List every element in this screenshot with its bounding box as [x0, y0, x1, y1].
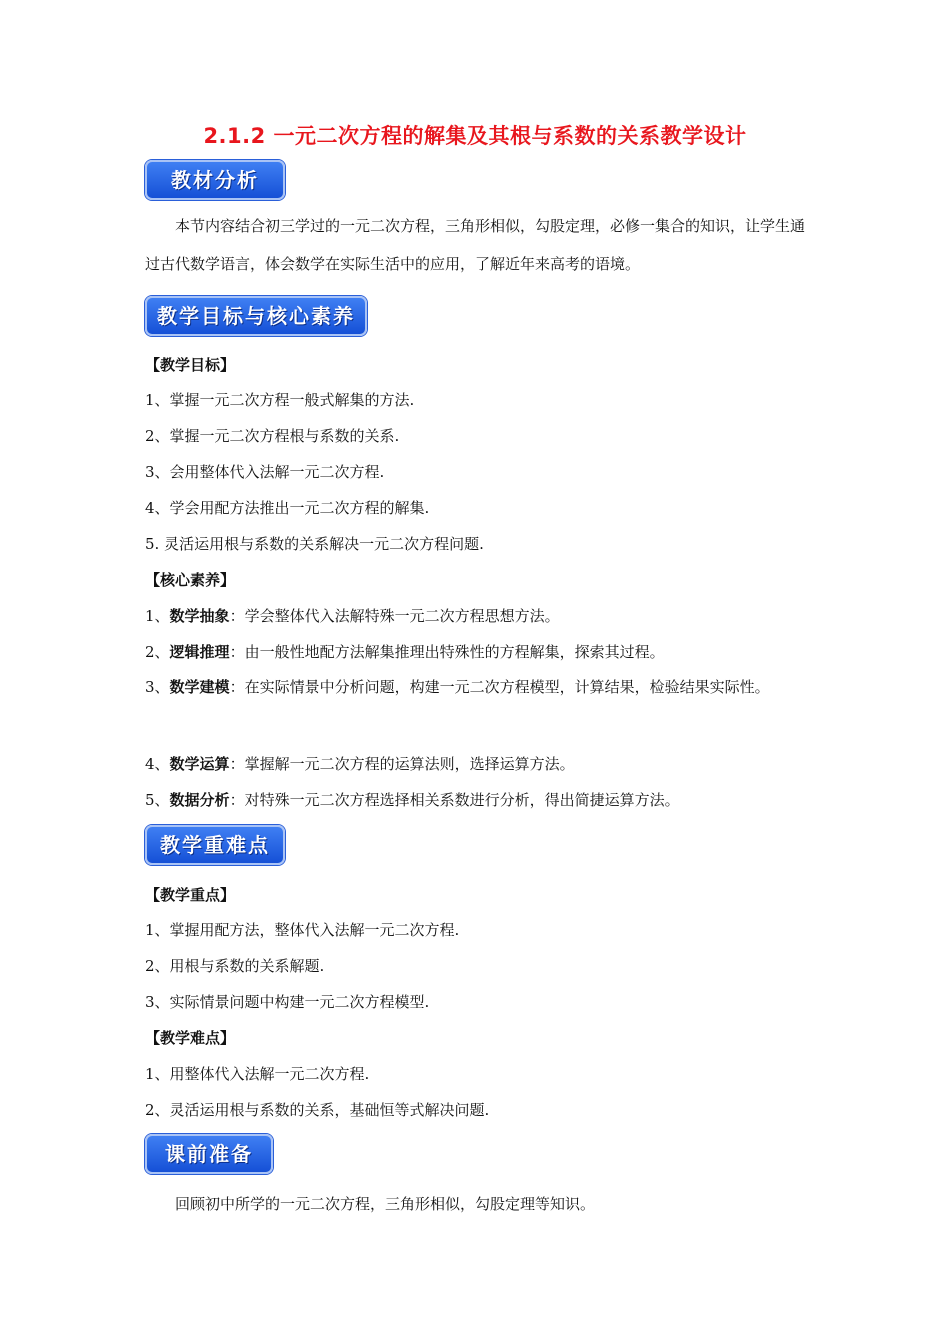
literacy-number: 3、: [145, 678, 170, 696]
literacy-term: 数学运算: [169, 755, 230, 773]
focus-item: 3、实际情景问题中构建一元二次方程模型.: [145, 993, 430, 1011]
goal-item: 3、会用整体代入法解一元二次方程.: [145, 463, 385, 481]
literacy-item: [145, 641, 815, 663]
literacy-number: 5、: [145, 791, 170, 809]
literacy-term: 逻辑推理: [169, 643, 230, 661]
preparation-paragraph: 回顾初中所学的一元二次方程，三角形相似，勾股定理等知识。: [175, 1195, 596, 1213]
textbook-paragraph: 本节内容结合初三学过的一元二次方程，三角形相似，勾股定理，必修一集合的知识，让学生通过古代数学语言，体会数学在实际生活中的应用，了解近年来高考的语境。: [145, 217, 806, 273]
focus-item: 2、用根与系数的关系解题.: [145, 957, 325, 975]
literacy-text: ：由一般性地配方法解集推理出特殊性的方程解集，探索其过程。: [229, 643, 665, 661]
literacy-text: ：学会整体代入法解特殊一元二次方程思想方法。: [229, 607, 560, 625]
literacy-item: [145, 789, 815, 811]
literacy-item: [145, 753, 815, 775]
literacy-number: 2、: [145, 643, 170, 661]
focus-item: 1、掌握用配方法，整体代入法解一元二次方程.: [145, 921, 460, 939]
focus-heading: 【教学重点】: [145, 886, 236, 904]
document-title: 2.1.2 一元二次方程的解集及其根与系数的关系教学设计: [203, 124, 747, 148]
literacy-text: ：在实际情景中分析问题，构建一元二次方程模型，计算结果，检验结果实际性。: [229, 678, 770, 696]
literacy-number: 1、: [145, 607, 170, 625]
goals-heading: 【教学目标】: [145, 356, 236, 374]
section-badge-textbook: 教材分析: [145, 160, 285, 200]
literacy-term: 数学建模: [169, 678, 230, 696]
literacy-text: ：掌握解一元二次方程的运算法则，选择运算方法。: [229, 755, 575, 773]
goal-item: 1、掌握一元二次方程一般式解集的方法.: [145, 391, 415, 409]
literacy-heading: 【核心素养】: [145, 571, 236, 589]
section-badge-objectives: 教学目标与核心素养: [145, 296, 367, 336]
literacy-item: [145, 669, 815, 705]
literacy-item: [145, 605, 815, 627]
goal-item: 2、掌握一元二次方程根与系数的关系.: [145, 427, 400, 445]
literacy-term: 数据分析: [169, 791, 230, 809]
goal-item: 4、学会用配方法推出一元二次方程的解集.: [145, 499, 430, 517]
literacy-term: 数学抽象: [169, 607, 230, 625]
literacy-number: 4、: [145, 755, 170, 773]
difficulty-item: 1、用整体代入法解一元二次方程.: [145, 1065, 370, 1083]
section-badge-key-points: 教学重难点: [145, 825, 285, 865]
goal-item: 5. 灵活运用根与系数的关系解决一元二次方程问题.: [145, 535, 484, 553]
difficulty-item: 2、灵活运用根与系数的关系，基础恒等式解决问题.: [145, 1101, 490, 1119]
difficulty-heading: 【教学难点】: [145, 1029, 236, 1047]
section-badge-preparation: 课前准备: [145, 1134, 273, 1174]
literacy-text: ：对特殊一元二次方程选择相关系数进行分析，得出简捷运算方法。: [229, 791, 680, 809]
